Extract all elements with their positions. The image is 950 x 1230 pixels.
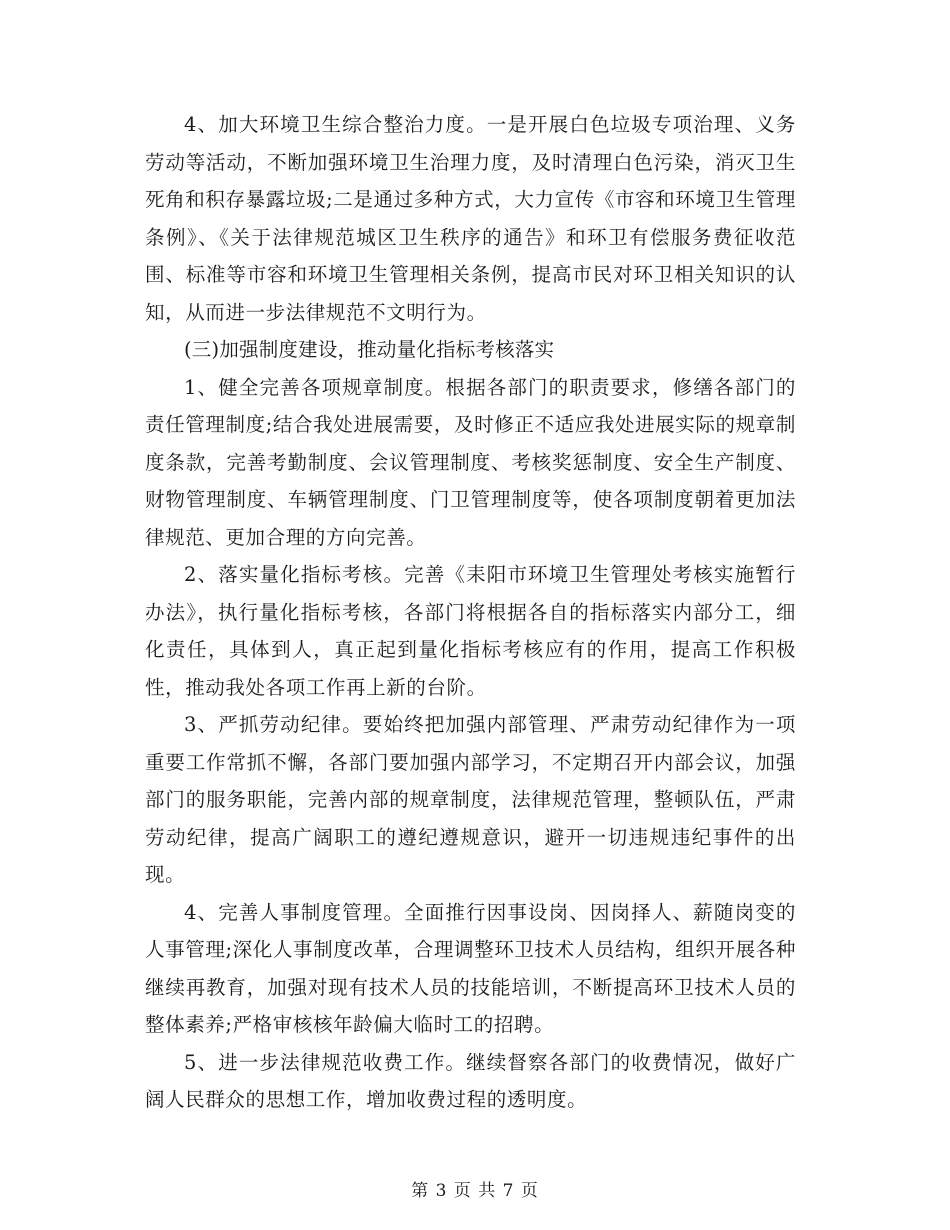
paragraph-item-5-fees: 5、进一步法律规范收费工作。继续督察各部门的收费情况，做好广阔人民群众的思想工作，增加收费过程的透明度。 xyxy=(145,1050,796,1111)
paragraph-item-4-personnel: 4、完善人事制度管理。全面推行因事设岗、因岗择人、薪随岗变的人事管理;深化人事制度改革，合理调整环卫技术人员结构，组织开展各种继续再教育，加强对现有技术人员的技能培训，不断提高环卫技术人员的整体素养;严格审核核年龄偏大临时工的招聘。 xyxy=(145,900,796,1036)
paragraph-item-3-discipline: 3、严抓劳动纪律。要始终把加强内部管理、严肃劳动纪律作为一项重要工作常抓不懈，各部门要加强内部学习，不定期召开内部会议，加强部门的服务职能，完善内部的规章制度，法律规范管理，整顿队伍，严肃劳动纪律，提高广阔职工的遵纪遵规意识，避开一切违规违纪事件的出现。 xyxy=(145,713,796,886)
page-footer: 第 3 页 共 7 页 xyxy=(411,1181,539,1201)
paragraph-item-1-regulations: 1、健全完善各项规章制度。根据各部门的职责要求，修缮各部门的责任管理制度;结合我处进展需要，及时修正不适应我处进展实际的规章制度条款，完善考勤制度、会议管理制度、考核奖惩制度、安全生产制度、财物管理制度、车辆管理制度、门卫管理制度等，使各项制度朝着更加法律规范、更加合理的方向完善。 xyxy=(145,375,796,549)
paragraph-item-4-sanitation: 4、加大环境卫生综合整治力度。一是开展白色垃圾专项治理、义务劳动等活动，不断加强环境卫生治理力度，及时清理白色污染，消灭卫生死角和积存暴露垃圾;二是通过多种方式，大力宣传《市容和环境卫生管理条例》、《关于法律规范城区卫生秩序的通告》和环卫有偿服务费征收范围、标准等市容和环境卫生管理相关条例，提高市民对环卫相关知识的认知，从而进一步法律规范不文明行为。 xyxy=(145,113,796,324)
paragraph-item-2-assessment: 2、落实量化指标考核。完善《耒阳市环境卫生管理处考核实施暂行办法》，执行量化指标考核，各部门将根据各自的指标落实内部分工，细化责任，具体到人，真正起到量化指标考核应有的作用，提高工作积极性，推动我处各项工作再上新的台阶。 xyxy=(145,563,796,699)
document-body xyxy=(145,106,796,1119)
section-heading-3: (三)加强制度建设，推动量化指标考核落实 xyxy=(184,338,555,361)
